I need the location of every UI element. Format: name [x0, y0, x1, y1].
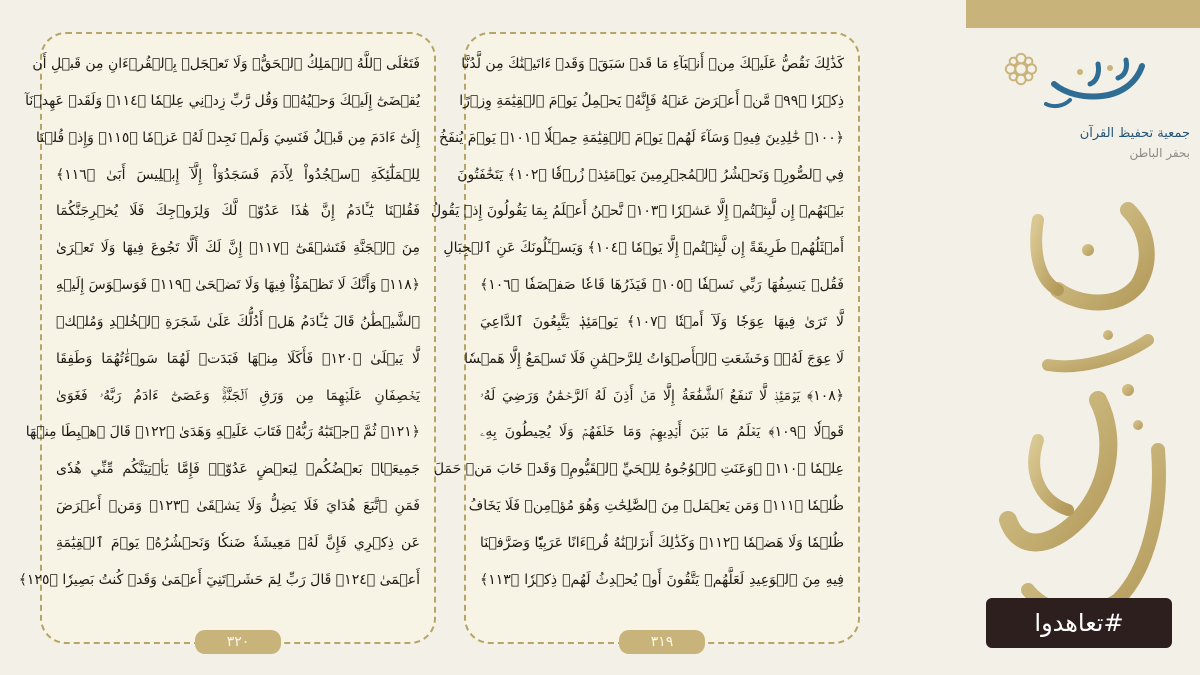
verse-line: لَا عِوَجَ لَهُۥۖ وَخَشَعَتِ ٱلۡأَصۡوَاتُ لِلرَّحۡمَٰنِ فَلَا تَسۡمَعُ إِلَّا هَمۡسٗا [464, 350, 844, 367]
verse-line: أَمۡثَلُهُمۡ طَرِيقَةً إِن لَّبِثۡتُمۡ إِلَّا يَوۡمٗا ﴿١٠٤﴾ وَيَسۡـَٔلُونَكَ عَنِ ٱلۡجِبَالِ [443, 240, 844, 257]
verse-lines [431, 50, 844, 594]
top-gold-banner [966, 0, 1200, 28]
verse-line: عِلۡمٗا ﴿١١٠﴾ ۞وَعَنَتِ ٱلۡوُجُوهُ لِلۡحَيِّ ٱلۡقَيُّومِۖ وَقَدۡ خَابَ مَنۡ حَمَلَ [433, 461, 844, 478]
verse-line: ﴿١٠٠﴾ خَٰلِدِينَ فِيهِۖ وَسَآءَ لَهُمۡ يَوۡمَ ٱلۡقِيَٰمَةِ حِمۡلٗا ﴿١٠١﴾ يَوۡمَ يُنفَخُ [439, 129, 844, 146]
verse-line: ﴿١٢١﴾ ثُمَّ ٱجۡتَبَٰهُ رَبُّهُۥ فَتَابَ عَلَيۡهِ وَهَدَىٰ ﴿١٢٢﴾ قَالَ ٱهۡبِطَا مِنۡهَا [25, 424, 420, 441]
page-number: ٣٢٠ [195, 630, 281, 654]
verse-line: ﴿١١٨﴾ وَأَنَّكَ لَا تَظۡمَؤُاْ فِيهَا وَلَا تَضۡحَىٰ ﴿١١٩﴾ فَوَسۡوَسَ إِلَيۡهِ [55, 277, 420, 294]
logo-calligraphy-icon [1040, 54, 1150, 114]
org-city: بحفر الباطن [1129, 146, 1190, 160]
quran-page-left [18, 32, 436, 650]
verse-line: يَخۡصِفَانِ عَلَيۡهِمَا مِن وَرَقِ ٱلۡجَنَّةِۚ وَعَصَىٰٓ ءَادَمُ رَبَّهُۥ فَغَوَىٰ [56, 387, 420, 404]
verse-line: قَوۡلٗا ﴿١٠٩﴾ يَعۡلَمُ مَا بَيۡنَ أَيۡدِيهِمۡ وَمَا خَلۡفَهُمۡ وَلَا يُحِيطُونَ بِهِۦ [480, 424, 844, 441]
org-name: جمعية تحفيظ القرآن [1079, 126, 1190, 141]
flower-emblem-icon [1002, 50, 1040, 88]
verse-line: بَيۡنَهُمۡ إِن لَّبِثۡتُمۡ إِلَّا عَشۡرٗا ﴿١٠٣﴾ نَّحۡنُ أَعۡلَمُ بِمَا يَقُولُونَ إِذۡ يَقُولُ [431, 203, 844, 220]
verse-line: فَقُلۡ يَنسِفُهَا رَبِّي نَسۡفٗا ﴿١٠٥﴾ فَيَذَرُهَا قَاعٗا صَفۡصَفٗا ﴿١٠٦﴾ [480, 277, 844, 294]
verse-line: فَتَعَٰلَى ٱللَّهُ ٱلۡمَلِكُ ٱلۡحَقُّۗ وَلَا تَعۡجَلۡ بِٱلۡقُرۡءَانِ مِن قَبۡلِ أَن [32, 56, 420, 72]
verse-line: كَذَٰلِكَ نَقُصُّ عَلَيۡكَ مِنۡ أَنۢبَآءِ مَا قَدۡ سَبَقَۚ وَقَدۡ ءَاتَيۡنَٰكَ مِن لَّدُنَّا [461, 56, 844, 72]
hashtag-badge: #تعاهدوا [986, 598, 1172, 648]
verse-line: ظُلۡمٗا وَلَا هَضۡمٗا ﴿١١٢﴾ وَكَذَٰلِكَ أَنزَلۡنَٰهُ قُرۡءَانًا عَرَبِيّٗا وَصَرَّفۡنَا [480, 534, 844, 551]
verse-line: يُقۡضَىٰٓ إِلَيۡكَ وَحۡيُهُۥۖ وَقُل رَّبِّ زِدۡنِي عِلۡمٗا ﴿١١٤﴾ وَلَقَدۡ عَهِدۡنَآ [25, 92, 420, 109]
verse-line: لَّا يَبۡلَىٰ ﴿١٢٠﴾ فَأَكَلَا مِنۡهَا فَبَدَتۡ لَهُمَا سَوۡءَٰتُهُمَا وَطَفِقَا [56, 350, 420, 367]
verse-line: ذِكۡرٗا ﴿٩٩﴾ مَّنۡ أَعۡرَضَ عَنۡهُ فَإِنَّهُۥ يَحۡمِلُ يَوۡمَ ٱلۡقِيَٰمَةِ وِزۡرًا [459, 92, 844, 109]
verse-line: لِلۡمَلَٰٓئِكَةِ ٱسۡجُدُواْ لِأٓدَمَ فَسَجَدُوٓاْ إِلَّآ إِبۡلِيسَ أَبَىٰ ﴿١١٦﴾ [56, 166, 420, 183]
quran-page-right [431, 32, 860, 650]
verse-line: جَمِيعَۢاۖ بَعۡضُكُمۡ لِبَعۡضٍ عَدُوّٞۖ فَإِمَّا يَأۡتِيَنَّكُم مِّنِّي هُدٗى [56, 461, 420, 478]
tahaadu-calligraphy-icon [978, 190, 1178, 630]
verse-line: فِي ٱلصُّورِۚ وَنَحۡشُرُ ٱلۡمُجۡرِمِينَ يَوۡمَئِذٖ زُرۡقٗا ﴿١٠٢﴾ يَتَخَٰفَتُونَ [457, 166, 844, 183]
verse-line: إِلَىٰٓ ءَادَمَ مِن قَبۡلُ فَنَسِيَ وَلَمۡ نَجِدۡ لَهُۥ عَزۡمٗا ﴿١١٥﴾ وَإِذۡ قُلۡنَا [35, 129, 420, 146]
page-number: ٣١٩ [619, 630, 705, 654]
verse-line: ظُلۡمٗا ﴿١١١﴾ وَمَن يَعۡمَلۡ مِنَ ٱلصَّٰلِحَٰتِ وَهُوَ مُؤۡمِنٞ فَلَا يَخَافُ [468, 498, 844, 515]
verse-lines [18, 50, 421, 594]
verse-line: ٱلشَّيۡطَٰنُ قَالَ يَٰٓـَٔادَمُ هَلۡ أَدُلُّكَ عَلَىٰ شَجَرَةِ ٱلۡخُلۡدِ وَمُلۡكٖ [56, 313, 420, 330]
verse-line: فَقُلۡنَا يَٰٓـَٔادَمُ إِنَّ هَٰذَا عَدُوّٞ لَّكَ وَلِزَوۡجِكَ فَلَا يُخۡرِجَنَّكُمَا [56, 203, 420, 220]
verse-line: فَمَنِ ٱتَّبَعَ هُدَايَ فَلَا يَضِلُّ وَلَا يَشۡقَىٰ ﴿١٢٣﴾ وَمَنۡ أَعۡرَضَ [56, 498, 420, 515]
verse-line: أَعۡمَىٰ ﴿١٢٤﴾ قَالَ رَبِّ لِمَ حَشَرۡتَنِيٓ أَعۡمَىٰ وَقَدۡ كُنتُ بَصِيرٗا ﴿١٢٥﴾ [18, 571, 420, 588]
verse-line: لَّا تَرَىٰ فِيهَا عِوَجٗا وَلَآ أَمۡتٗا ﴿١٠٧﴾ يَوۡمَئِذٖ يَتَّبِعُونَ ٱلدَّاعِيَ [480, 313, 844, 330]
verse-line: ﴿١٠٨﴾ يَوۡمَئِذٖ لَّا تَنفَعُ ٱلشَّفَٰعَةُ إِلَّا مَنۡ أَذِنَ لَهُ ٱلرَّحۡمَٰنُ وَرَضِيَ لَهُۥ [480, 387, 844, 404]
verse-line: فِيهِ مِنَ ٱلۡوَعِيدِ لَعَلَّهُمۡ يَتَّقُونَ أَوۡ يُحۡدِثُ لَهُمۡ ذِكۡرٗا ﴿١١٣﴾ [480, 571, 844, 588]
verse-line: عَن ذِكۡرِي فَإِنَّ لَهُۥ مَعِيشَةٗ ضَنكٗا وَنَحۡشُرُهُۥ يَوۡمَ ٱلۡقِيَٰمَةِ [56, 534, 420, 551]
verse-line: مِنَ ٱلۡجَنَّةِ فَتَشۡقَىٰٓ ﴿١١٧﴾ إِنَّ لَكَ أَلَّا تَجُوعَ فِيهَا وَلَا تَعۡرَىٰ [56, 240, 421, 257]
